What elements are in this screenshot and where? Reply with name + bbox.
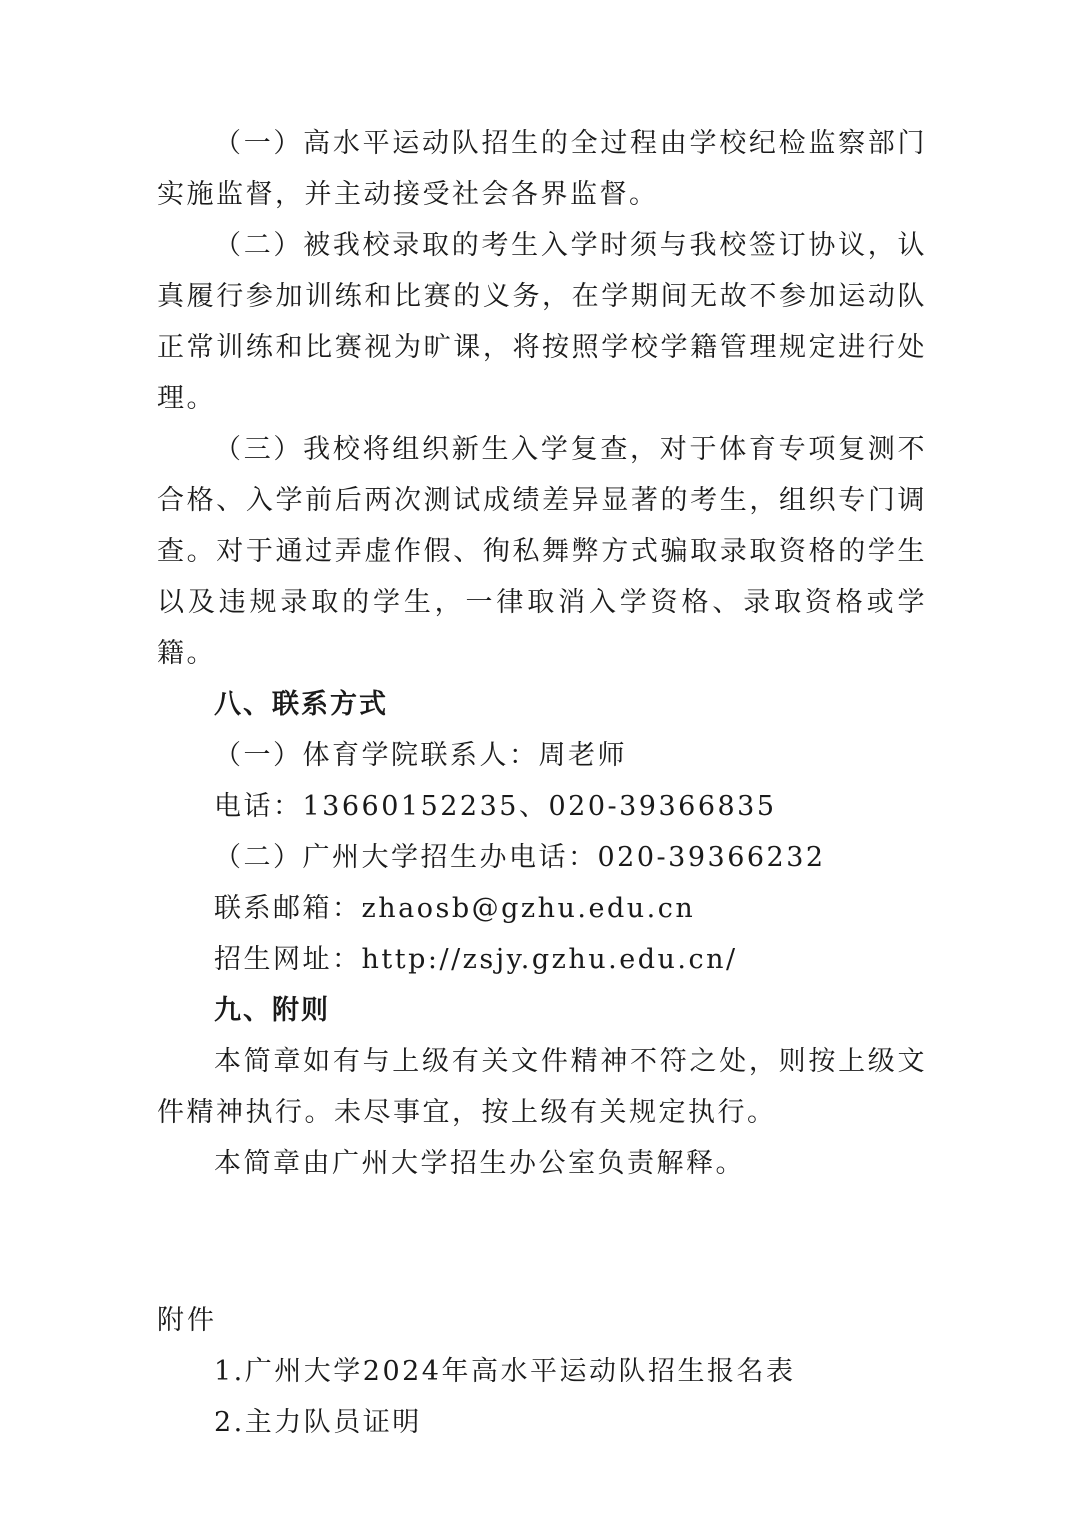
pe-phone: 电话：13660152235、020-39366835: [214, 791, 777, 822]
appendix-paragraph-2: 本简章由广州大学招生办公室负责解释。: [214, 1148, 745, 1179]
attachment-item: 1.广州大学2024年高水平运动队招生报名表: [214, 1356, 796, 1387]
contact-email: 联系邮箱：zhaosb@gzhu.edu.cn: [214, 893, 696, 924]
admissions-office-phone: （二）广州大学招生办电话：020-39366232: [214, 842, 826, 873]
attachment-item: 2.主力队员证明: [214, 1407, 422, 1438]
appendix-heading: 九、附则: [214, 995, 330, 1026]
document-body: [157, 118, 927, 1448]
pe-contact-person: （一）体育学院联系人：周老师: [214, 740, 627, 771]
attachments-title: 附件: [157, 1305, 217, 1336]
supervision-paragraph-3: （三）我校将组织新生入学复查，对于体育专项复测不合格、入学前后两次测试成绩差异显著的考生，组织专门调查。对于通过弄虚作假、徇私舞弊方式骗取录取资格的学生以及违规录取的学生，一律取消入学资格、录取资格或学籍。: [157, 434, 927, 669]
supervision-paragraph-2: （二）被我校录取的考生入学时须与我校签订协议，认真履行参加训练和比赛的义务，在学期间无故不参加运动队正常训练和比赛视为旷课，将按照学校学籍管理规定进行处理。: [157, 230, 927, 414]
contact-heading: 八、联系方式: [214, 689, 388, 720]
attachments-section: [157, 1295, 927, 1448]
appendix-paragraph-1: 本简章如有与上级有关文件精神不符之处，则按上级文件精神执行。未尽事宜，按上级有关规定执行。: [157, 1046, 927, 1128]
admissions-website: 招生网址：http://zsjy.gzhu.edu.cn/: [214, 944, 738, 975]
supervision-paragraph-1: （一）高水平运动队招生的全过程由学校纪检监察部门实施监督，并主动接受社会各界监督。: [157, 128, 927, 210]
